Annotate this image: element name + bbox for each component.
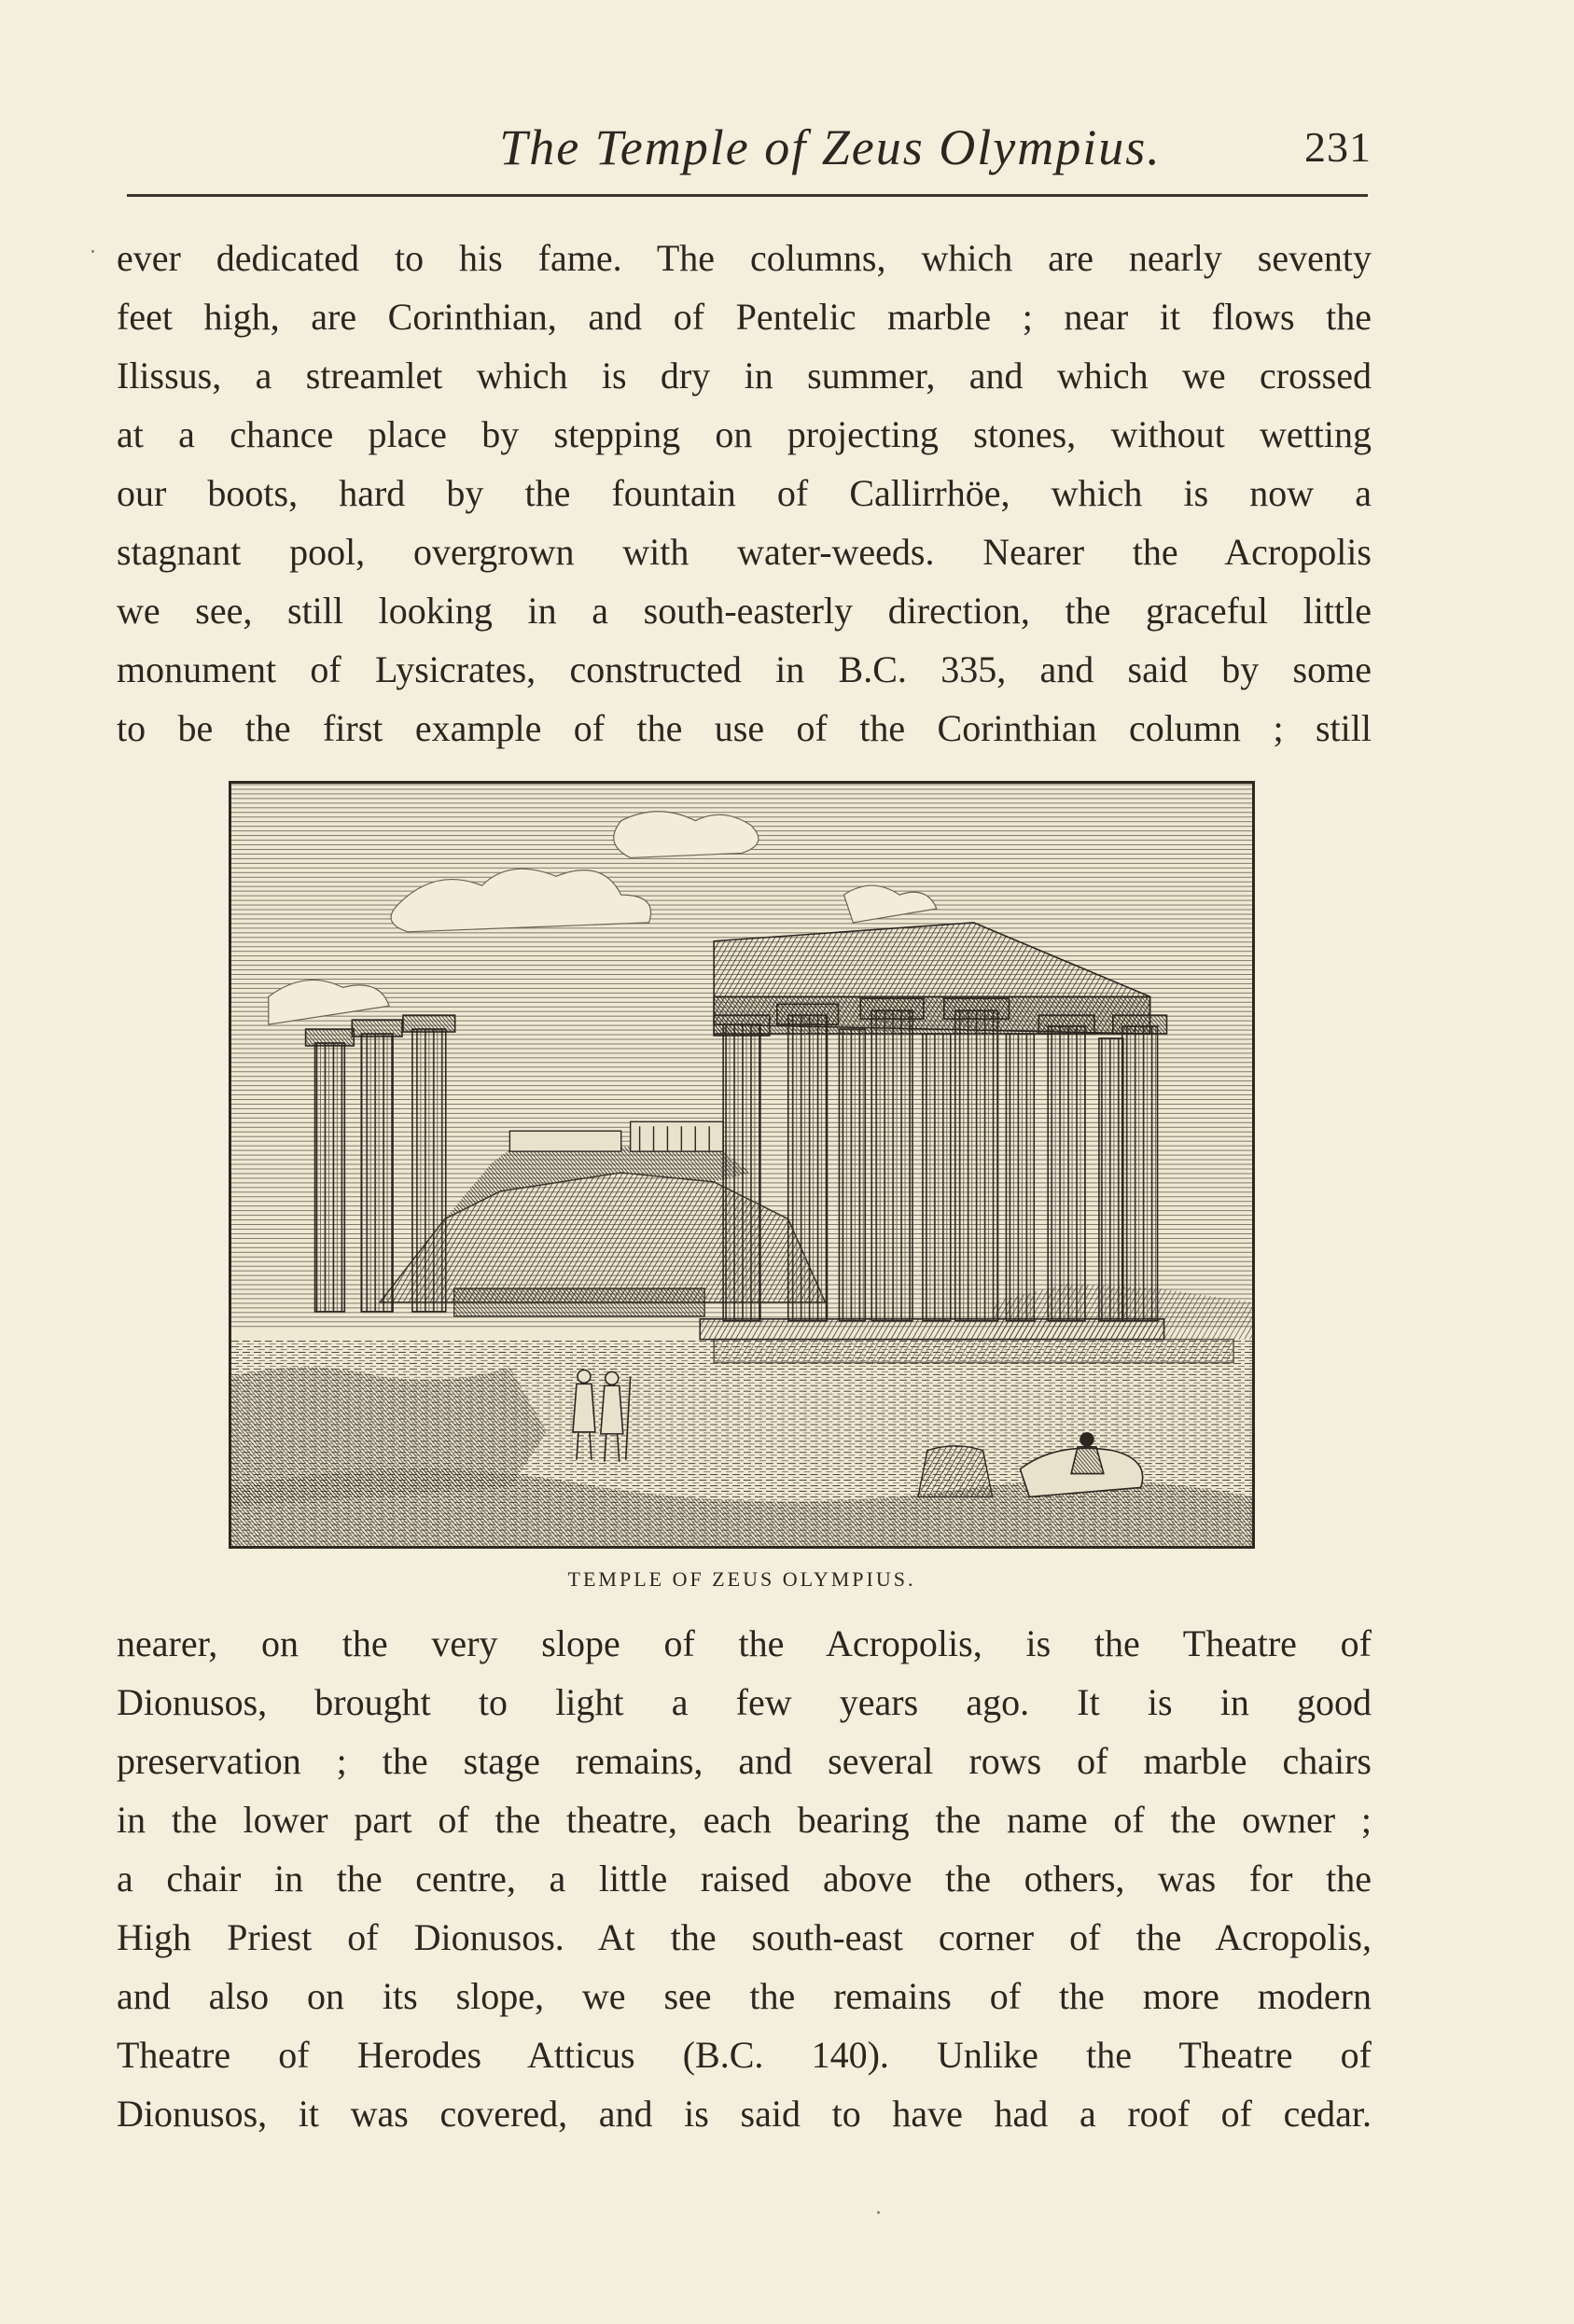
text-line: ever dedicated to his fame. The columns, which are nearly seventy bbox=[117, 237, 1372, 279]
text-line: Dionusos, it was covered, and is said to have had a roof of cedar. bbox=[117, 2093, 1372, 2135]
running-head bbox=[117, 110, 1372, 185]
text-line: a chair in the centre, a little raised above the others, was for the bbox=[117, 1858, 1372, 1900]
engraving-illustration bbox=[229, 781, 1255, 1549]
body-text-top bbox=[117, 229, 1372, 758]
text-line: feet high, are Corinthian, and of Pentelic marble ; near it flows the bbox=[117, 296, 1372, 338]
text-line: and also on its slope, we see the remains of the more modern bbox=[117, 1975, 1372, 2017]
text-line: stagnant pool, overgrown with water-weeds. Nearer the Acropolis bbox=[117, 531, 1372, 573]
paper-speck bbox=[877, 2211, 880, 2214]
text-line: to be the first example of the use of the Corinthian column ; still bbox=[117, 707, 1372, 749]
text-line: monument of Lysicrates, constructed in B.C. 335, and said by some bbox=[117, 648, 1372, 690]
paper-speck bbox=[91, 250, 94, 253]
running-title: The Temple of Zeus Olympius. bbox=[499, 119, 1162, 175]
body-text-bottom bbox=[117, 1614, 1372, 2143]
text-line: nearer, on the very slope of the Acropolis, is the Theatre of bbox=[117, 1622, 1372, 1664]
text-line: our boots, hard by the fountain of Callirrhöe, which is now a bbox=[117, 472, 1372, 514]
text-line: Ilissus, a streamlet which is dry in summer, and which we crossed bbox=[117, 355, 1372, 397]
text-line: High Priest of Dionusos. At the south-east corner of the Acropolis, bbox=[117, 1916, 1372, 1958]
header-rule bbox=[127, 194, 1368, 197]
figure-caption: TEMPLE OF ZEUS OLYMPIUS. bbox=[567, 1567, 916, 1591]
text-line: Theatre of Herodes Atticus (B.C. 140). Unlike the Theatre of bbox=[117, 2034, 1372, 2076]
text-line: preservation ; the stage remains, and several rows of marble chairs bbox=[117, 1740, 1372, 1782]
text-line: we see, still looking in a south-easterly direction, the graceful little bbox=[117, 590, 1372, 632]
text-line: Dionusos, brought to light a few years ago. It is in good bbox=[117, 1681, 1372, 1723]
text-line: at a chance place by stepping on projecting stones, without wetting bbox=[117, 413, 1372, 455]
page-number: 231 bbox=[1304, 123, 1372, 171]
text-line: in the lower part of the theatre, each bearing the name of the owner ; bbox=[117, 1799, 1372, 1841]
